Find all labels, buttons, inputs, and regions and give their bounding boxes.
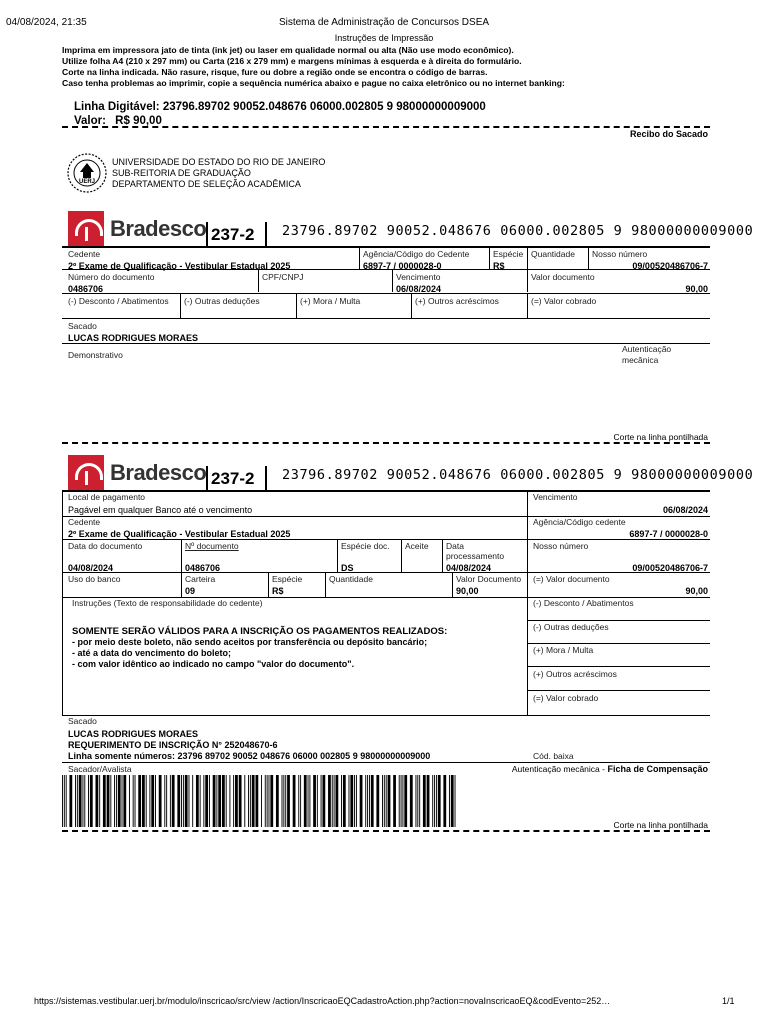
- barcode-bar: [356, 775, 357, 827]
- divider: [401, 540, 402, 572]
- numero-documento-label: Nº documento: [185, 541, 239, 551]
- barcode-bar: [317, 775, 318, 827]
- barcode-bar: [64, 775, 65, 827]
- university-name: UNIVERSIDADE DO ESTADO DO RIO DE JANEIRO: [112, 157, 326, 167]
- agencia-value: 6897-7 / 0000028-0: [363, 261, 442, 271]
- barcode-bar: [334, 775, 335, 827]
- especie-label: Espécie: [272, 574, 303, 584]
- barcode-bar: [103, 775, 106, 827]
- divider: [337, 540, 338, 572]
- barcode-bar: [282, 775, 283, 827]
- barcode-bar: [114, 775, 115, 827]
- barcode-bar: [183, 775, 184, 827]
- barcode-bar: [239, 775, 242, 827]
- barcode-bar: [116, 775, 117, 827]
- divider: [62, 293, 710, 294]
- barcode-bar: [350, 775, 353, 827]
- barcode-bar: [332, 775, 333, 827]
- instructions-title: Instruções de Impressão: [334, 33, 434, 43]
- print-datetime: 04/08/2024, 21:35: [6, 17, 87, 28]
- instrucao-line: - com valor idêntico ao indicado no campo "valor do documento".: [72, 659, 355, 669]
- divider: [62, 343, 710, 344]
- cedente-label: Cedente: [68, 517, 101, 527]
- data-processamento-label: Data processamento: [446, 541, 505, 561]
- barcode-bar: [432, 775, 433, 827]
- bank-code: 237-2: [211, 469, 255, 488]
- barcode-bar: [349, 775, 350, 827]
- barcode-bar: [404, 775, 407, 827]
- barcode-bar: [335, 775, 338, 827]
- barcode-bar: [367, 775, 368, 827]
- barcode-bar: [252, 775, 255, 827]
- cedente-label: Cedente: [68, 249, 101, 259]
- barcode-bar: [192, 775, 193, 827]
- bank-name: Bradesco: [110, 460, 207, 485]
- page-title: Sistema de Administração de Concursos DSEA: [278, 17, 490, 28]
- barcode-bar: [133, 775, 134, 827]
- divider: [206, 222, 208, 246]
- university-subdept: SUB-REITORIA DE GRADUAÇÃO: [112, 168, 251, 178]
- outras-deducoes-label: (-) Outras deduções: [533, 622, 609, 632]
- quantidade-label: Quantidade: [531, 249, 575, 259]
- barcode: [62, 775, 462, 827]
- eq-valor-documento-label: (=) Valor documento: [533, 574, 610, 584]
- recibo-label: Recibo do Sacado: [629, 129, 708, 139]
- barcode-bar: [200, 775, 201, 827]
- divider: [527, 247, 528, 269]
- data-processamento-value: 04/08/2024: [446, 563, 492, 573]
- valor-value: R$ 90,00: [115, 115, 162, 127]
- barcode-bar: [170, 775, 171, 827]
- ficha-compensacao-header: [512, 764, 708, 774]
- barcode-bar: [209, 775, 210, 827]
- cedente-value: 2º Exame de Qualificação - Vestibular Estadual 2025: [68, 529, 291, 539]
- university-dept: DEPARTAMENTO DE SELEÇÃO ACADÊMICA: [112, 179, 301, 189]
- barcode-bar: [205, 775, 208, 827]
- nosso-numero-label: Nosso número: [592, 249, 648, 259]
- divider: [527, 643, 710, 644]
- mora-multa-label: (+) Mora / Multa: [300, 296, 361, 306]
- bank-code: 237-2: [211, 225, 255, 244]
- barcode-bar: [451, 775, 454, 827]
- barcode-bar: [401, 775, 402, 827]
- valor-cobrado-label: (=) Valor cobrado: [531, 296, 597, 306]
- barcode-bar: [146, 775, 147, 827]
- barcode-bar: [233, 775, 234, 827]
- cut-label: Corte na linha pontilhada: [613, 820, 708, 830]
- numdoc-label: Número do documento: [68, 272, 155, 282]
- divider: [265, 466, 267, 490]
- barcode-bar: [449, 775, 450, 827]
- barcode-bar: [399, 775, 400, 827]
- barcode-bar: [365, 775, 366, 827]
- barcode-bar: [226, 775, 227, 827]
- linha-somente-numeros: Linha somente números: 23796 89702 90052 048676 06000 002805 9 98000000009000: [68, 751, 431, 761]
- nosso-numero-value: 09/00520486706-7: [632, 563, 708, 573]
- divider: [62, 246, 710, 248]
- barcode-bar: [402, 775, 403, 827]
- instruction-line: Caso tenha problemas ao imprimir, copie a sequência numérica abaixo e pague no caixa eletrônico ou no internet banking:: [62, 78, 565, 88]
- barcode-bar: [309, 775, 310, 827]
- barcode-bar: [376, 775, 379, 827]
- barcode-bar: [244, 775, 245, 827]
- barcode-bar: [122, 775, 123, 827]
- barcode-bar: [455, 775, 456, 827]
- barcode-bar: [267, 775, 268, 827]
- barcode-bar: [129, 775, 130, 827]
- divider: [180, 294, 181, 318]
- requerimento-value: REQUERIMENTO DE INSCRIÇÃO N° 252048670-6: [68, 740, 278, 750]
- page-url: https://sistemas.vestibular.uerj.br/modulo/inscricao/src/view /action/InscricaoEQCadastroAction.php?action=novaInscricaoEQ&codEvento=252…: [34, 996, 611, 1006]
- bradesco-logo-icon: [68, 455, 104, 491]
- barcode-bar: [196, 775, 199, 827]
- valor-cobrado-label: (=) Valor cobrado: [533, 693, 599, 703]
- outras-deducoes-label: (-) Outras deduções: [184, 296, 260, 306]
- barcode-bar: [159, 775, 162, 827]
- barcode-bar: [213, 775, 216, 827]
- especie-doc-value: DS: [341, 563, 354, 573]
- digitable-line: 23796.89702 90052.048676 06000.002805 9 98000000009000: [282, 467, 754, 483]
- divider: [62, 491, 63, 715]
- divider: [489, 247, 490, 269]
- bradesco-logo-icon: [68, 211, 104, 247]
- barcode-bar: [248, 775, 249, 827]
- barcode-bar: [341, 775, 342, 827]
- nosso-numero-label: Nosso número: [533, 541, 589, 551]
- barcode-bar: [250, 775, 251, 827]
- page-number: 1/1: [722, 996, 735, 1006]
- uso-banco-label: Uso do banco: [68, 574, 121, 584]
- barcode-bar: [269, 775, 270, 827]
- barcode-bar: [164, 775, 165, 827]
- sacado-name: LUCAS RODRIGUES MORAES: [68, 729, 199, 739]
- divider: [62, 539, 710, 540]
- linha-digitavel-value: 23796.89702 90052.048676 06000.002805 9 98000000009000: [162, 101, 486, 113]
- divider: [62, 269, 710, 270]
- barcode-bar: [216, 775, 217, 827]
- instrucoes-text: [72, 626, 447, 670]
- barcode-bar: [304, 775, 307, 827]
- barcode-bar: [88, 775, 89, 827]
- barcode-bar: [166, 775, 167, 827]
- sacado-value: LUCAS RODRIGUES MORAES: [68, 333, 199, 343]
- barcode-bar: [371, 775, 374, 827]
- barcode-bar: [75, 775, 76, 827]
- barcode-bar: [300, 775, 301, 827]
- cpf-label: CPF/CNPJ: [262, 272, 304, 282]
- barcode-bar: [95, 775, 98, 827]
- barcode-bar: [235, 775, 238, 827]
- numdoc-value: 0486706: [68, 284, 104, 294]
- outros-acrescimos-label: (+) Outros acréscimos: [415, 296, 499, 306]
- sacado-label: Sacado: [68, 321, 97, 331]
- desconto-label: (-) Desconto / Abatimentos: [68, 296, 169, 306]
- barcode-bar: [142, 775, 145, 827]
- cut-line: [62, 830, 710, 832]
- instructions-list: [62, 45, 565, 89]
- agencia-label: Agência/Código cedente: [533, 517, 626, 527]
- divider: [392, 270, 393, 292]
- agencia-label: Agência/Código do Cedente: [363, 249, 470, 259]
- bradesco-logo: [68, 211, 206, 247]
- bank-name: Bradesco: [110, 216, 207, 241]
- barcode-bar: [181, 775, 182, 827]
- cut-line: [62, 442, 710, 444]
- barcode-bar: [293, 775, 296, 827]
- barcode-bar: [185, 775, 188, 827]
- barcode-bar: [151, 775, 154, 827]
- barcode-bar: [172, 775, 175, 827]
- barcode-bar: [321, 775, 322, 827]
- barcode-bar: [276, 775, 279, 827]
- aceite-label: Aceite: [405, 541, 429, 551]
- divider: [527, 491, 528, 715]
- divider: [206, 466, 208, 490]
- instrucao-line: - por meio deste boleto, não sendo aceitos por transferência ou depósito bancário;: [72, 637, 428, 647]
- mora-multa-label: (+) Mora / Multa: [533, 645, 594, 655]
- agencia-value: 6897-7 / 0000028-0: [629, 529, 708, 539]
- divider: [325, 573, 326, 597]
- barcode-bar: [110, 775, 111, 827]
- numero-documento-value: 0486706: [185, 563, 221, 573]
- barcode-bar: [77, 775, 78, 827]
- barcode-bar: [84, 775, 85, 827]
- barcode-bar: [189, 775, 190, 827]
- barcode-bar: [388, 775, 391, 827]
- vencimento-value: 06/08/2024: [662, 505, 708, 515]
- valor-label: Valor:: [74, 115, 106, 127]
- divider: [411, 294, 412, 318]
- barcode-bar: [369, 775, 370, 827]
- barcode-bar: [123, 775, 126, 827]
- divider: [258, 270, 259, 292]
- barcode-bar: [419, 775, 420, 827]
- barcode-bar: [410, 775, 413, 827]
- barcode-bar: [62, 775, 63, 827]
- divider: [588, 247, 589, 269]
- divider: [442, 540, 443, 572]
- barcode-bar: [308, 775, 309, 827]
- autenticacao-label: Autenticação mecânica -: [511, 764, 605, 774]
- divider: [265, 222, 267, 246]
- barcode-bar: [423, 775, 426, 827]
- barcode-bar: [138, 775, 141, 827]
- especie-value: R$: [493, 261, 505, 271]
- sacado-label: Sacado: [68, 716, 97, 726]
- divider: [62, 490, 710, 492]
- valordoc-value: 90,00: [685, 284, 708, 294]
- uerj-seal-icon: [66, 152, 108, 194]
- barcode-bar: [434, 775, 435, 827]
- barcode-bar: [149, 775, 150, 827]
- barcode-bar: [283, 775, 284, 827]
- barcode-bar: [218, 775, 221, 827]
- especie-value: R$: [272, 586, 284, 596]
- divider: [62, 762, 710, 763]
- barcode-bar: [436, 775, 437, 827]
- barcode-bar: [270, 775, 273, 827]
- vencimento-label: Vencimento: [396, 272, 441, 282]
- vencimento-value: 06/08/2024: [396, 284, 442, 294]
- data-documento-value: 04/08/2024: [68, 563, 114, 573]
- barcode-bar: [265, 775, 266, 827]
- divider: [452, 573, 453, 597]
- barcode-bar: [298, 775, 299, 827]
- cut-label: Corte na linha pontilhada: [613, 432, 708, 442]
- barcode-bar: [438, 775, 441, 827]
- university-header: [112, 157, 325, 190]
- barcode-bar: [285, 775, 286, 827]
- especie-doc-label: Espécie doc.: [341, 541, 390, 551]
- barcode-bar: [322, 775, 325, 827]
- divider: [268, 573, 269, 597]
- valor-documento-label: Valor Documento: [456, 574, 522, 584]
- divider: [62, 715, 710, 716]
- carteira-value: 09: [185, 586, 196, 596]
- vencimento-label: Vencimento: [533, 492, 578, 502]
- valor-documento-value: 90,00: [456, 586, 479, 596]
- cut-line: [62, 126, 710, 128]
- divider: [527, 620, 710, 621]
- cedente-value: 2º Exame de Qualificação - Vestibular Estadual 2025: [68, 261, 291, 271]
- barcode-bar: [118, 775, 121, 827]
- valordoc-label: Valor documento: [531, 272, 595, 282]
- divider: [181, 573, 182, 597]
- demonstrativo-label: Demonstrativo: [68, 350, 123, 360]
- barcode-bar: [69, 775, 72, 827]
- barcode-bar: [155, 775, 156, 827]
- local-pagamento-value: Pagável em qualquer Banco até o vencimento: [68, 505, 253, 515]
- divider: [62, 318, 710, 319]
- barcode-bar: [382, 775, 383, 827]
- instrucao-line: SOMENTE SERÃO VÁLIDOS PARA A INSCRIÇÃO OS PAGAMENTOS REALIZADOS:: [72, 626, 448, 637]
- barcode-bar: [393, 775, 396, 827]
- carteira-label: Carteira: [185, 574, 216, 584]
- linha-digitavel-label: Linha Digitável:: [74, 101, 160, 113]
- barcode-bar: [90, 775, 93, 827]
- barcode-bar: [313, 775, 316, 827]
- barcode-bar: [287, 775, 290, 827]
- eq-valor-documento-value: 90,00: [685, 586, 708, 596]
- uerj-logo-text: UERJ: [78, 179, 95, 185]
- barcode-bar: [82, 775, 83, 827]
- barcode-bar: [360, 775, 363, 827]
- local-pagamento-label: Local de pagamento: [68, 492, 146, 502]
- instruction-line: Imprima em impressora jato de tinta (ink jet) ou laser em qualidade normal ou alta (Não use modo econômico).: [62, 45, 514, 55]
- divider: [62, 572, 710, 573]
- barcode-bar: [255, 775, 258, 827]
- divider: [527, 690, 710, 691]
- divider: [296, 294, 297, 318]
- divider: [181, 540, 182, 572]
- divider: [527, 294, 528, 318]
- bradesco-logo: [68, 455, 206, 491]
- barcode-bar: [107, 775, 110, 827]
- barcode-bar: [386, 775, 387, 827]
- cod-baixa-label: Cód. baixa: [533, 751, 574, 761]
- barcode-bar: [66, 775, 67, 827]
- instruction-line: Utilize folha A4 (210 x 297 mm) ou Carta (216 x 279 mm) e margens mínimas à esquerda e à direita do formulário.: [62, 56, 522, 66]
- barcode-bar: [261, 775, 262, 827]
- instrucao-line: - até a data do vencimento do boleto;: [72, 648, 232, 658]
- barcode-bar: [415, 775, 416, 827]
- linha-digitavel: [74, 101, 486, 113]
- divider: [527, 666, 710, 667]
- barcode-bar: [427, 775, 430, 827]
- nosso-numero-value: 09/00520486706-7: [632, 261, 708, 271]
- instruction-line: Corte na linha indicada. Não rasure, risque, fure ou dobre a região onde se encontra o código de barras.: [62, 67, 488, 77]
- instrucoes-label: Instruções (Texto de responsabilidade do cedente): [72, 598, 263, 608]
- barcode-bar: [354, 775, 355, 827]
- divider: [527, 270, 528, 292]
- barcode-bar: [229, 775, 230, 827]
- ficha-compensacao-label: Ficha de Compensação: [607, 764, 708, 774]
- barcode-bar: [384, 775, 385, 827]
- sacador-avalista-label: Sacador/Avalista: [68, 764, 132, 774]
- autenticacao-label: Autenticação mecânica: [622, 344, 672, 365]
- barcode-bar: [79, 775, 82, 827]
- barcode-bar: [343, 775, 346, 827]
- quantidade-label: Quantidade: [329, 574, 373, 584]
- desconto-label: (-) Desconto / Abatimentos: [533, 598, 634, 608]
- outros-acrescimos-label: (+) Outros acréscimos: [533, 669, 617, 679]
- divider: [359, 247, 360, 269]
- barcode-bar: [135, 775, 136, 827]
- barcode-bar: [99, 775, 100, 827]
- especie-label: Espécie: [493, 249, 524, 259]
- digitable-line: 23796.89702 90052.048676 06000.002805 9 98000000009000: [282, 223, 754, 239]
- barcode-bar: [203, 775, 204, 827]
- barcode-bar: [328, 775, 331, 827]
- data-documento-label: Data do documento: [68, 541, 143, 551]
- barcode-bar: [222, 775, 225, 827]
- barcode-bar: [417, 775, 418, 827]
- barcode-bar: [443, 775, 446, 827]
- barcode-bar: [177, 775, 180, 827]
